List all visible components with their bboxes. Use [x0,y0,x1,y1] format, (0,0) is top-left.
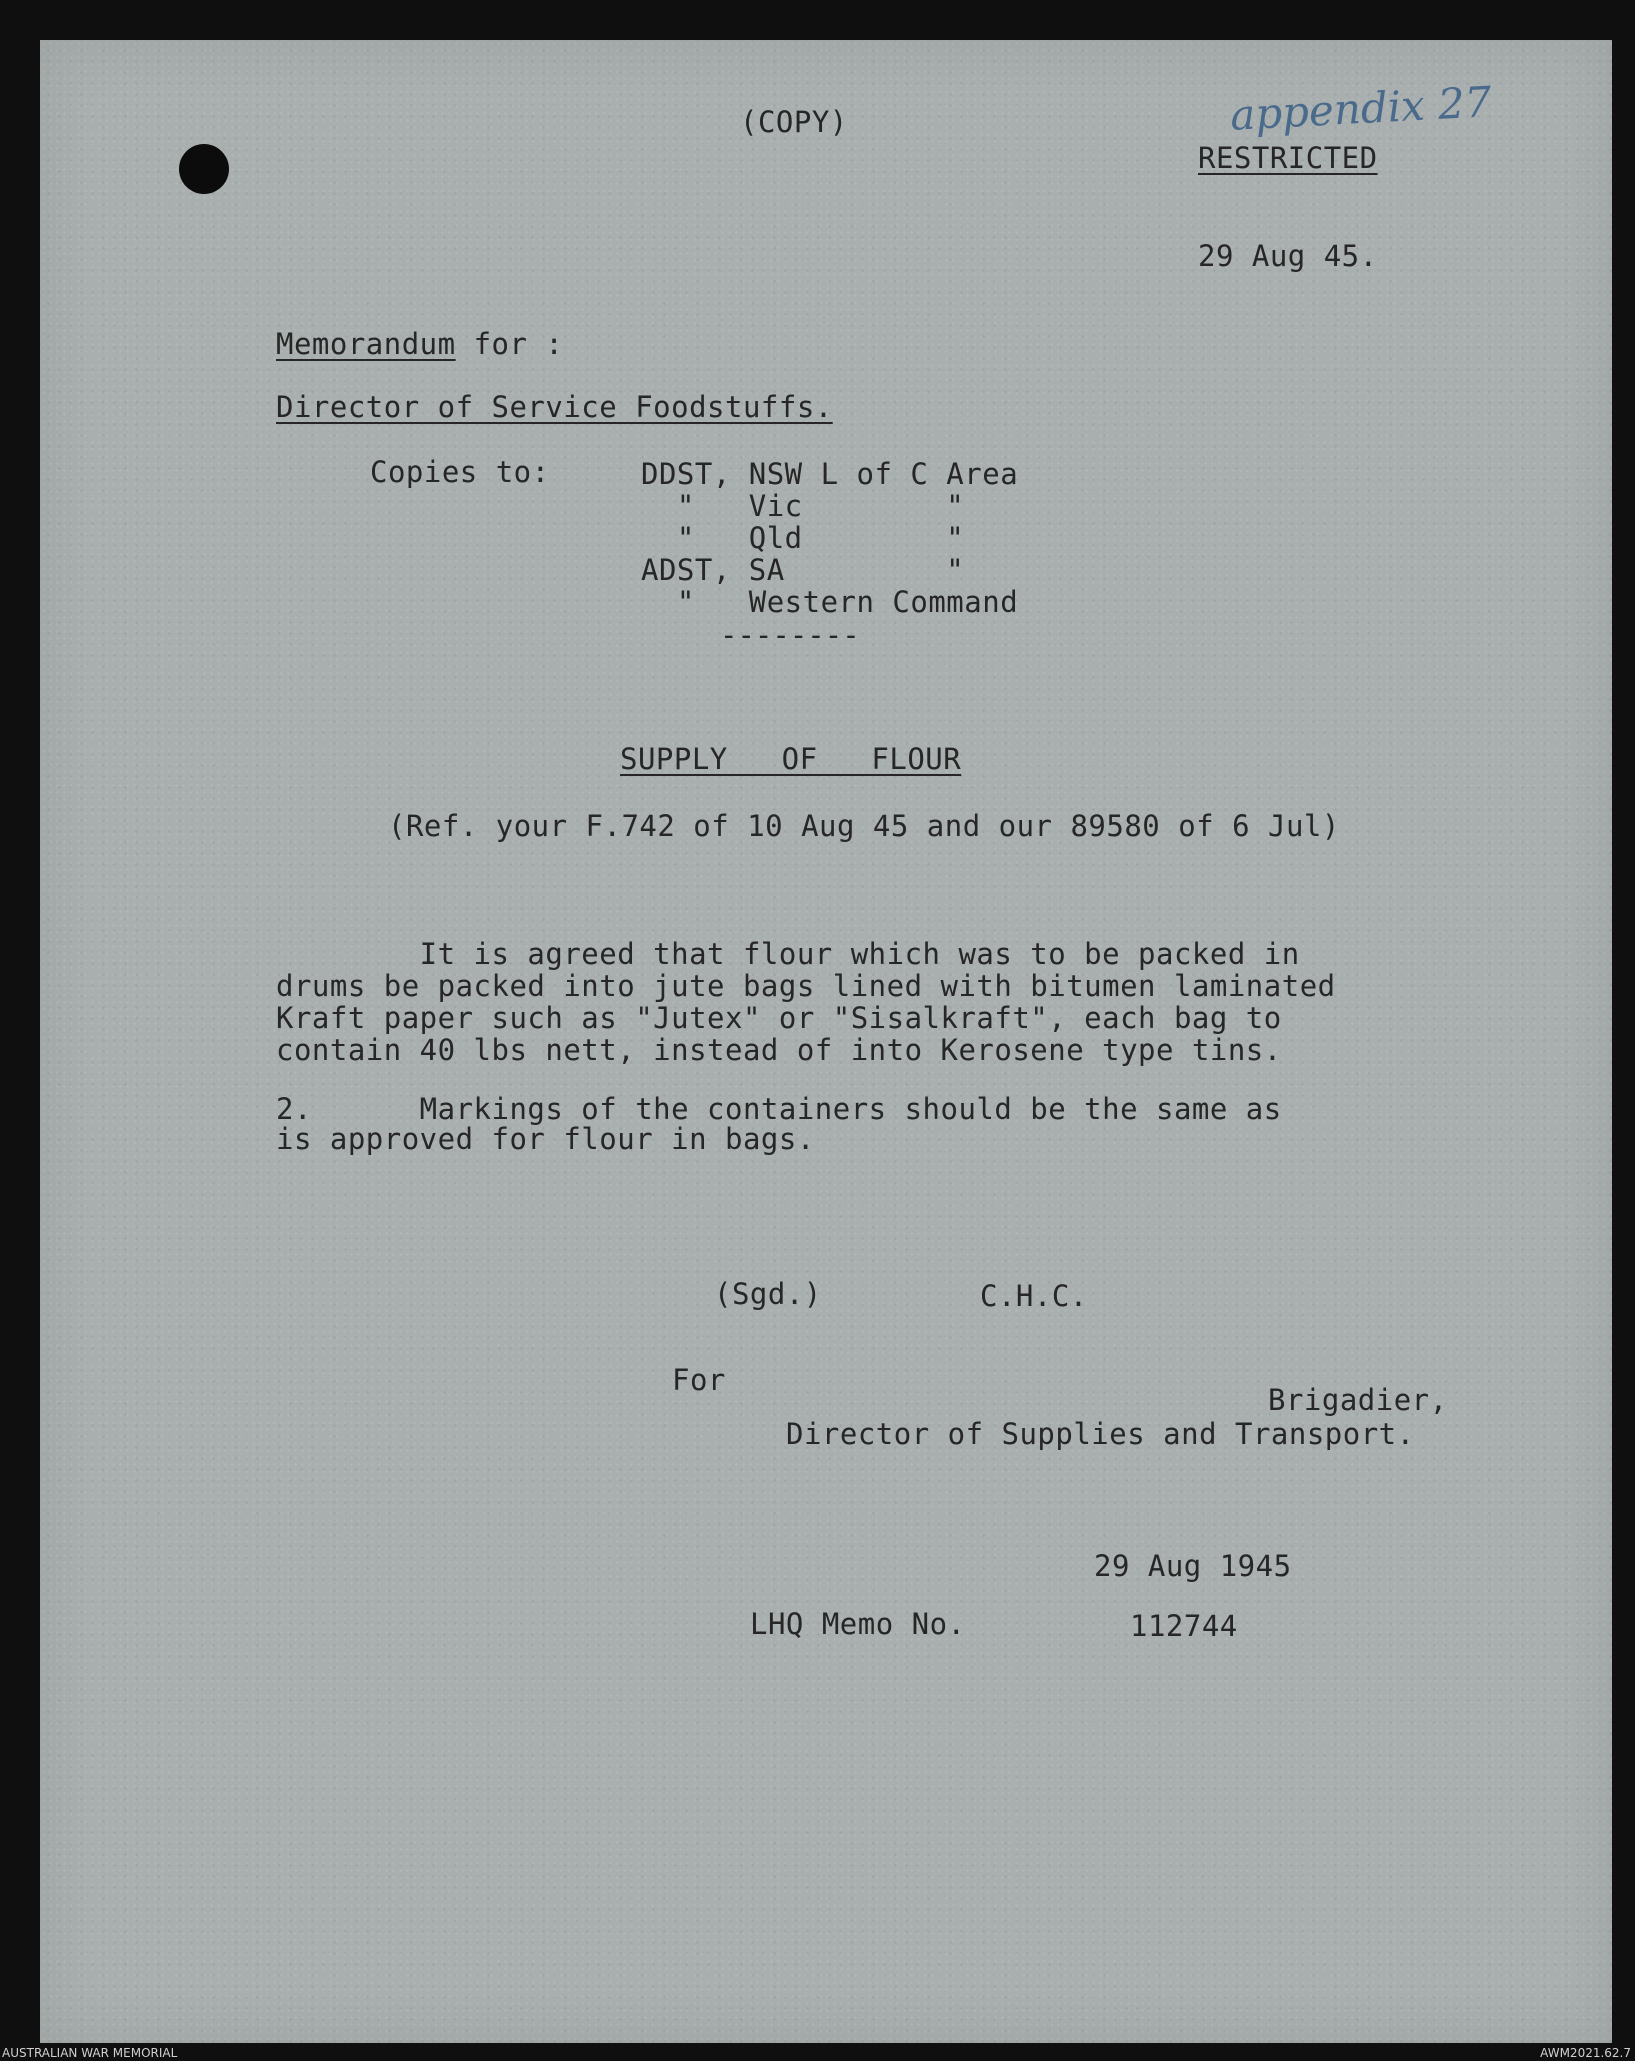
closing-date: 29 Aug 1945 [1094,1549,1292,1583]
memo-heading [276,327,564,361]
memo-number: 112744 [1130,1609,1238,1643]
copies-line: " Western Command [641,585,1019,619]
signed-label: (Sgd.) [714,1277,822,1311]
signatory-title: Director of Supplies and Transport. [786,1417,1415,1451]
body-line: contain 40 lbs nett, instead of into Kerosene type tins. [276,1033,1282,1067]
body-line: Kraft paper such as "Jutex" or "Sisalkraft", each bag to [276,1001,1282,1035]
paper-sheet [40,40,1612,2043]
header-date: 29 Aug 45. [1198,239,1378,273]
subject-reference: (Ref. your F.742 of 10 Aug 45 and our 89580 of 6 Jul) [388,809,1340,843]
body-line: 2. Markings of the containers should be the same as [276,1092,1282,1126]
signatory-rank: Brigadier, [1268,1383,1448,1417]
subject-title: SUPPLY OF FLOUR [620,742,962,776]
copies-label: Copies to: [370,455,550,489]
body-line: drums be packed into jute bags lined with bitumen laminated [276,969,1336,1003]
memo-number-label: LHQ Memo No. [750,1607,966,1641]
copies-divider: -------- [720,618,860,652]
for-label: For [672,1363,726,1397]
body-line: is approved for flour in bags. [276,1122,815,1156]
copies-line: " Vic " [641,489,965,523]
signatory-initials: C.H.C. [980,1279,1088,1313]
copy-label: (COPY) [740,105,848,139]
footer-accession: AWM2021.62.7 [1540,2046,1631,2060]
body-line: It is agreed that flour which was to be packed in [276,937,1300,971]
recipient: Director of Service Foodstuffs. [276,390,833,424]
copies-line: DDST, NSW L of C Area [641,457,1019,491]
punch-hole [179,144,229,194]
footer-source: AUSTRALIAN WAR MEMORIAL [2,2046,178,2060]
classification-label: RESTRICTED [1198,141,1378,175]
handwritten-note: appendix 27 [1228,77,1493,140]
copies-line: ADST, SA " [641,553,965,587]
copies-line: " Qld " [641,521,965,555]
memo-for: for : [473,327,564,361]
memo-label: Memorandum [276,327,456,361]
